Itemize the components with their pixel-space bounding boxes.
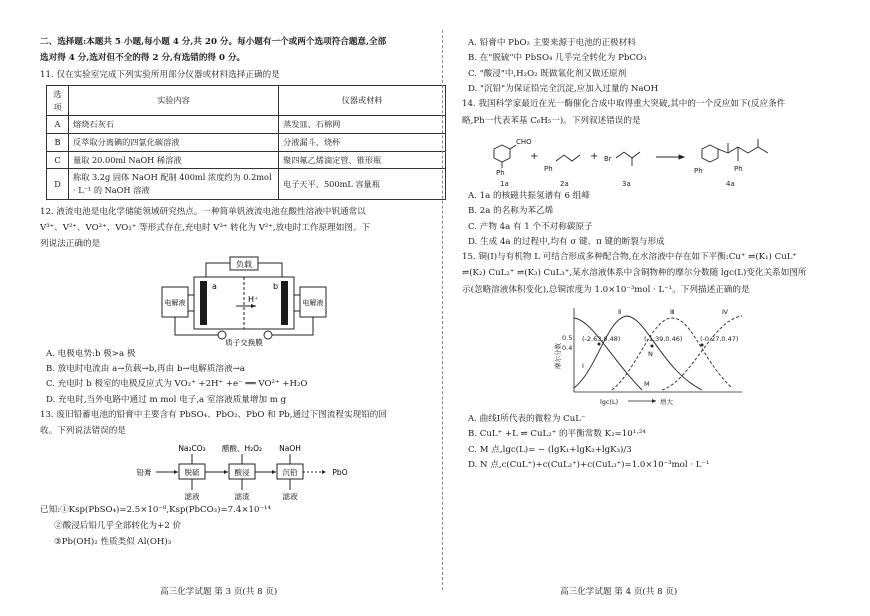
- q15-option-c: C. M 点,lgc(L)= − (lgK₁+lgK₂+lgK₃)/3: [468, 444, 632, 455]
- electrode-a-label: a: [212, 281, 217, 291]
- row-option: B: [47, 134, 69, 152]
- y-tick-0-5: 0.5: [562, 334, 573, 343]
- q13-stem-1: 13. 废旧铅蓄电池的铅膏中主要含有 PbSO₄、PbO₂、PbO 和 Pb,通过下图流程实现铅的回: [40, 410, 387, 421]
- q13-known-3: ③Pb(OH)₂ 性质类似 Al(OH)₃: [54, 537, 172, 548]
- molecule-1a-ph: Ph: [496, 168, 505, 177]
- q12-option-b: B. 放电时电流由 a→负载→b,再由 b→电解质溶液→a: [46, 364, 245, 375]
- table-row: [47, 151, 446, 169]
- q13-option-a: A. 铅膏中 PbO₂ 主要来源于电池的正极材料: [468, 38, 636, 48]
- point-1-label: (-2.63,0.48): [582, 335, 621, 344]
- y-axis-label: 摩尔分数: [554, 343, 562, 370]
- q13-option-c: C. "酸浸"中,H₂O₂ 既做氧化剂又做还原剂: [468, 68, 627, 79]
- electrolyte-left-label: 电解液: [164, 298, 186, 307]
- row-content: 量取 20.00ml NaOH 稀溶液: [69, 151, 279, 169]
- footer-page-4: 高三化学试题 第 4 页(共 8 页): [560, 587, 678, 597]
- q15-option-b: B. CuL⁺ +L ⇌ CuL₂⁺ 的平衡常数 K₂=10¹·²⁴: [468, 429, 646, 440]
- point-3-label: (-0.27,0.47): [700, 335, 739, 344]
- q12-option-a: A. 电极电势:b 极>a 极: [46, 348, 136, 359]
- molecule-4a-ph-2: Ph: [734, 164, 743, 173]
- left-column: [40, 36, 450, 553]
- step-precipitate: 沉铅: [282, 467, 298, 477]
- curve-3: [612, 318, 732, 390]
- q12-stem-3: 列说法正确的是: [40, 239, 101, 250]
- q14-stem-2: 略,Ph一代表苯基 C₆H₅一)。下列叙述错误的是: [462, 115, 641, 126]
- row-tools: 蒸发皿、石棉网: [279, 116, 446, 134]
- curve-1: [574, 318, 642, 390]
- q15-option-a: A. 曲线Ⅰ所代表的微粒为 CuL⁻: [468, 414, 586, 425]
- q14-option-b: B. 2a 的名称为苯乙烯: [468, 206, 554, 217]
- q15-stem-3: 示(忽略溶液体积变化),总铜浓度为 1.0×10⁻³mol · L⁻¹。下列描述正确的是: [462, 284, 750, 295]
- svg-text:+: +: [530, 150, 539, 162]
- section-title: 二、选择题:本题共 5 小题,每小题 4 分,共 20 分。每小题有一个或两个选项符合题意,全部: [40, 37, 387, 47]
- molecule-3a-br: Br: [604, 154, 612, 163]
- row-tools: 分液漏斗、烧杯: [279, 134, 446, 152]
- row-content: 反萃取分离碘的四氯化碳溶液: [69, 134, 279, 152]
- q11-table: [46, 85, 446, 200]
- battery-diagram: [160, 255, 330, 347]
- q12-stem-2: V³⁺、V²⁺、VO²⁺、VO₂⁺ 等形式存在,充电时 V³⁺ 转化为 V²⁺,放电时工作原理如图。下: [40, 223, 371, 234]
- right-column: [462, 36, 842, 474]
- row-content: 称取 3.2g 固体 NaOH 配制 400ml 浓度约为 0.2mol · L⁻¹ 的 NaOH 溶液: [69, 169, 279, 199]
- point-2-label: (-1.39,0.46): [644, 335, 683, 344]
- reagent-2: 醋酸、H₂O₂: [221, 443, 263, 453]
- pump-right-icon: [264, 331, 272, 339]
- step-desulfurize: 脱硫: [184, 467, 200, 477]
- reagent-3: NaOH: [279, 443, 301, 453]
- curve-2: [574, 316, 702, 390]
- row-tools: 聚四氟乙烯滴定管、锥形瓶: [279, 151, 446, 169]
- curve-4: [662, 316, 742, 390]
- proton-label: H⁺: [248, 294, 259, 304]
- table-row: [47, 169, 446, 199]
- section-title-2: 选对得 4 分,选对但不全的得 2 分,有选错的得 0 分。: [40, 53, 246, 64]
- reaction-scheme: [472, 131, 832, 189]
- molecule-4a-label: 4a: [726, 179, 735, 188]
- q14-stem-1: 14. 我国科学家最近在光一酶催化合成中取得重大突破,其中的一个反应如下(反应条件: [462, 99, 786, 110]
- flow-start: 铅膏: [136, 467, 152, 477]
- x-axis-label: lgc(L): [600, 398, 619, 407]
- header-tools: 仪器或材料: [279, 85, 446, 115]
- point-n-label: N: [648, 350, 653, 359]
- electrode-b-label: b: [273, 281, 279, 291]
- point-m-label: M: [644, 380, 650, 389]
- mole-fraction-plot: [552, 300, 752, 412]
- q12-option-c: C. 充电时 b 极室的电极反应式为 VO₂⁺ +2H⁺ +e⁻ ══ VO²⁺ +H₂O: [46, 379, 308, 390]
- curve-label-3: Ⅲ: [670, 308, 675, 317]
- footer-page-3: 高三化学试题 第 3 页(共 8 页): [160, 587, 278, 597]
- molecule-3a-label: 3a: [622, 179, 631, 188]
- q13-option-d: D. "沉铅"为保证铅完全沉淀,应加入过量的 NaOH: [468, 83, 659, 94]
- flow-end: PbO: [332, 467, 348, 477]
- q12-option-d: D. 充电时,当外电路中通过 m mol 电子,a 室溶液质量增加 m g: [46, 394, 287, 405]
- row-content: 熔烧石灰石: [69, 116, 279, 134]
- header-option: 选项: [47, 85, 69, 115]
- residue-2: 滤渣: [234, 491, 250, 501]
- table-row: [47, 134, 446, 152]
- molecule-2a-ph: Ph: [544, 164, 553, 173]
- curve-label-4: Ⅳ: [722, 308, 728, 317]
- curve-label-2: Ⅱ: [618, 308, 622, 317]
- q13-known-1: 已知:①Ksp(PbSO₄)=2.5×10⁻⁸,Ksp(PbCO₃)=7.4×10⁻¹⁴: [40, 504, 271, 515]
- x-axis-arrow-label: 增大: [660, 398, 673, 407]
- header-content: 实验内容: [69, 85, 279, 115]
- electrolyte-right-label: 电解液: [302, 298, 324, 307]
- molecule-4a-ring-icon: [702, 145, 718, 162]
- q15-option-d: D. N 点,c(CuL⁺)+c(CuL₂⁺)+c(CuL₃⁺)=1.0×10⁻³mol · L⁻¹: [468, 460, 710, 470]
- svg-text:+: +: [590, 150, 599, 162]
- row-tools: 电子天平、500mL 容量瓶: [279, 169, 446, 199]
- curve-label-1: Ⅰ: [582, 362, 584, 371]
- molecule-1a-cho: CHO: [516, 137, 532, 146]
- reagent-1: Na₂CO₃: [178, 443, 206, 453]
- q12-stem-1: 12. 液流电池是电化学储能领域研究热点。一种简单钒液流电池在酸性溶液中钒通常以: [40, 206, 366, 217]
- membrane-label: 质子交换膜: [225, 337, 263, 347]
- filtrate-1: 滤液: [184, 491, 200, 501]
- row-option: D: [47, 169, 69, 199]
- table-row: [47, 116, 446, 134]
- row-option: A: [47, 116, 69, 134]
- q13-stem-2: 收。下列说法错误的是: [40, 426, 126, 437]
- column-divider: [442, 30, 443, 590]
- molecule-2a-label: 2a: [560, 179, 569, 188]
- q15-stem-1: 15. 铜(Ⅰ)与有机物 L 可结合形成多种配合物,在水溶液中存在如下平衡:Cu⁺ ⇌(K₁) CuL⁺: [462, 252, 797, 263]
- table-header-row: [47, 85, 446, 115]
- filtrate-3: 滤液: [282, 491, 298, 501]
- molecule-4a-ph-1: Ph: [694, 166, 703, 175]
- lead-recovery-flowchart: [130, 442, 360, 504]
- y-tick-0-4: 0.4: [562, 344, 573, 353]
- q14-option-a: A. 1a 的核磁共振氢谱有 6 组峰: [468, 190, 590, 201]
- load-label: 负载: [236, 259, 252, 269]
- molecule-1a-label: 1a: [500, 179, 509, 188]
- q14-option-d: D. 生成 4a 的过程中,均有 σ 键、π 键的断裂与形成: [468, 236, 665, 247]
- row-option: C: [47, 151, 69, 169]
- q15-stem-2: ⇌(K₂) CuL₂⁺ ⇌(K₃) CuL₃⁺,某水溶液体系中含铜物种的摩尔分数随 lgc(L)变化关系如图所: [462, 268, 807, 279]
- q11-stem: 11. 仅在实验室完成下列实验所用部分仪器或材料选择正确的是: [40, 69, 280, 80]
- molecule-1a-ring-icon: [494, 145, 510, 162]
- q13-known-2: ②酸浸后铅几乎全部转化为+2 价: [54, 520, 182, 531]
- q13-option-b: B. 在"脱硫"中 PbSO₄ 几乎完全转化为 PbCO₃: [468, 53, 647, 64]
- step-acid-leach: 酸浸: [234, 467, 250, 477]
- q14-option-c: C. 产物 4a 有 1 个不对称碳原子: [468, 221, 593, 232]
